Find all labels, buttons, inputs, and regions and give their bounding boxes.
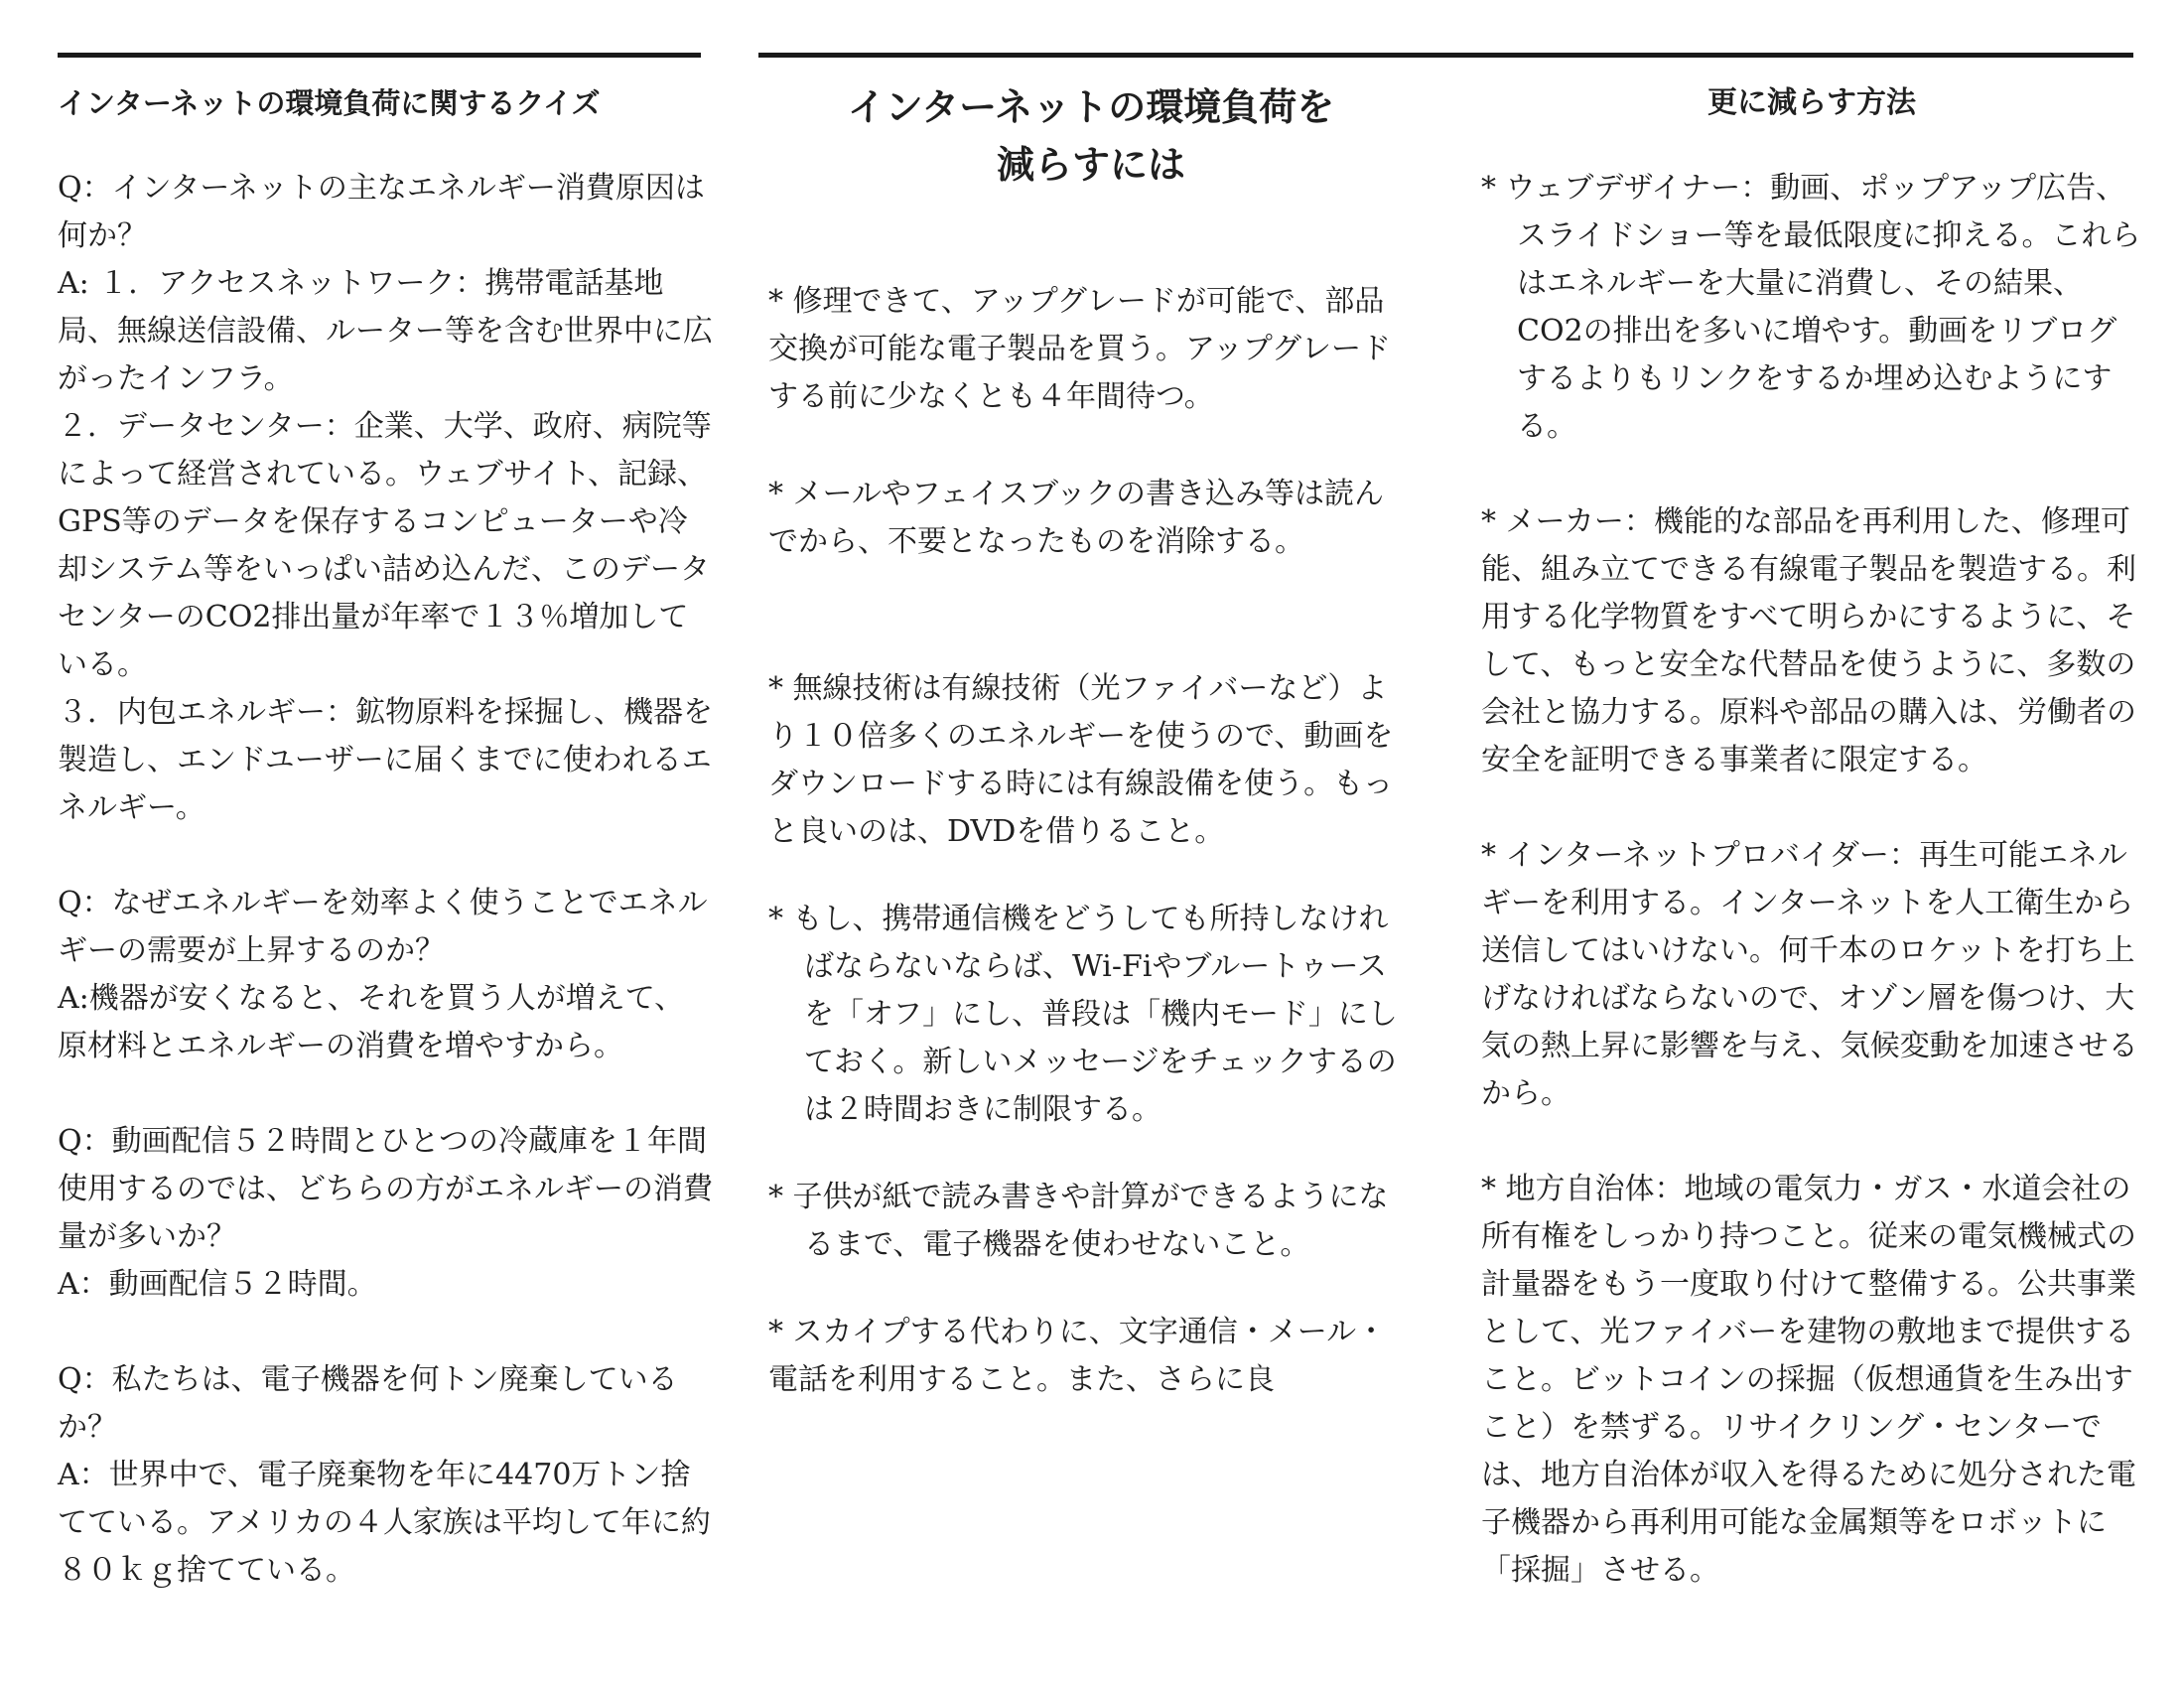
reduce-item: * 子供が紙で読み書きや計算ができるようになるまで、電子機器を使わせないこと。	[768, 1180, 1389, 1262]
quiz-answer: A：世界中で、電子廃棄物を年に4470万トン捨てている。アメリカの４人家族は平均して年に約８０ｋｇ捨てている。	[58, 1458, 711, 1588]
quiz-column	[58, 58, 713, 1642]
quiz-question: Q：なぜエネルギーを効率よく使うことでエネルギーの需要が上昇するのか？	[58, 886, 708, 968]
further-item: * メーカー：機能的な部品を再利用した、修理可能、組み立てできる有線電子製品を製造する。利用する化学物質をすべて明らかにするように、そして、もっと安全な代替品を使うように、多数の会社と協力する。原料や部品の購入は、労働者の安全を証明できる事業者に限定する。	[1481, 504, 2136, 777]
quiz-answer: A: １．アクセスネットワーク：携帯電話基地局、無線送信設備、ルーター等を含む世界中に広がったインフラ。 ２．データセンター：企業、大学、政府、病院等によって経営されている。ウェブサイト、記録、GPS等のデータを保存するコンピューターや冷却システム等をいっぱい詰め込んだ、このデータセンターのCO2排出量が年率で１３％増加している。 ３．内包エネルギー：鉱物原料を採掘し、機器を製造し、エンドユーザーに届くまでに使われるエネルギー。	[58, 266, 713, 825]
further-heading: 更に減らす方法	[1707, 85, 1916, 120]
further-item: * インターネットプロバイダー：再生可能エネルギーを利用する。インターネットを人工衛生から送信してはいけない。何千本のロケットを打ち上げなければならないので、オゾン層を傷つけ、大気の熱上昇に影響を与え、気候変動を加速させるから。	[1481, 838, 2138, 1111]
reduce-item: * 無線技術は有線技術（光ファイバーなど）より１０倍多くのエネルギーを使うので、動画をダウンロードする時には有線設備を使う。もっと良いのは、DVDを借りること。	[768, 671, 1394, 849]
reduce-column	[768, 58, 1414, 1404]
reduce-item: * もし、携帯通信機をどうしても所持しなければならないならば、Wi-Fiやブルートゥースを「オフ」にし、普段は「機内モード」にしておく。新しいメッセージをチェックするのは２時間おきに制限する。	[768, 902, 1398, 1127]
reduce-item: * メールやフェイスブックの書き込み等は読んでから、不要となったものを消除する。	[768, 477, 1385, 559]
quiz-answer: A:機器が安くなると、それを買う人が増えて、原材料とエネルギーの消費を増やすから。	[58, 981, 685, 1063]
quiz-question: Q：動画配信５２時間とひとつの冷蔵庫を１年間使用するのでは、どちらの方がエネルギーの消費量が多いか？	[58, 1124, 713, 1254]
reduce-item: * 修理できて、アップグレードが可能で、部品交換が可能な電子製品を買う。アップグレードする前に少なくとも４年間待つ。	[768, 284, 1391, 414]
quiz-question: Q：私たちは、電子機器を何トン廃棄しているか？	[58, 1362, 678, 1445]
quiz-question: Q：インターネットの主なエネルギー消費原因は何か？	[58, 171, 705, 253]
quiz-item	[58, 165, 713, 832]
further-column	[1481, 58, 2142, 1642]
quiz-item	[58, 1118, 713, 1309]
quiz-answer: A：動画配信５２時間。	[58, 1267, 377, 1302]
quiz-heading: インターネットの環境負荷に関するクイズ	[58, 86, 601, 120]
reduce-item: * スカイプする代わりに、文字通信・メール・電話を利用すること。また、さらに良	[768, 1315, 1387, 1397]
reduce-heading: インターネットの環境負荷を 減らすには	[847, 84, 1335, 187]
further-item: * ウェブデザイナー：動画、ポップアップ広告、スライドショー等を最低限度に抑える。これらはエネルギーを大量に消費し、その結果、CO2の排出を多いに増やす。動画をリブログするよりもリンクをするか埋め込むようにする。	[1481, 171, 2141, 444]
further-item: * 地方自治体：地域の電気力・ガス・水道会社の所有権をしっかり持つこと。従来の電気機械式の計量器をもう一度取り付けて整備する。公共事業として、光ファイバーを建物の敷地まで提供すること。ビットコインの採掘（仮想通貨を生み出すこと）を禁ずる。リサイクリング・センターでは、地方自治体が収入を得るために処分された電子機器から再利用可能な金属類等をロボットに「採掘」させる。	[1481, 1172, 2136, 1588]
quiz-item	[58, 880, 713, 1070]
quiz-item	[58, 1356, 713, 1595]
